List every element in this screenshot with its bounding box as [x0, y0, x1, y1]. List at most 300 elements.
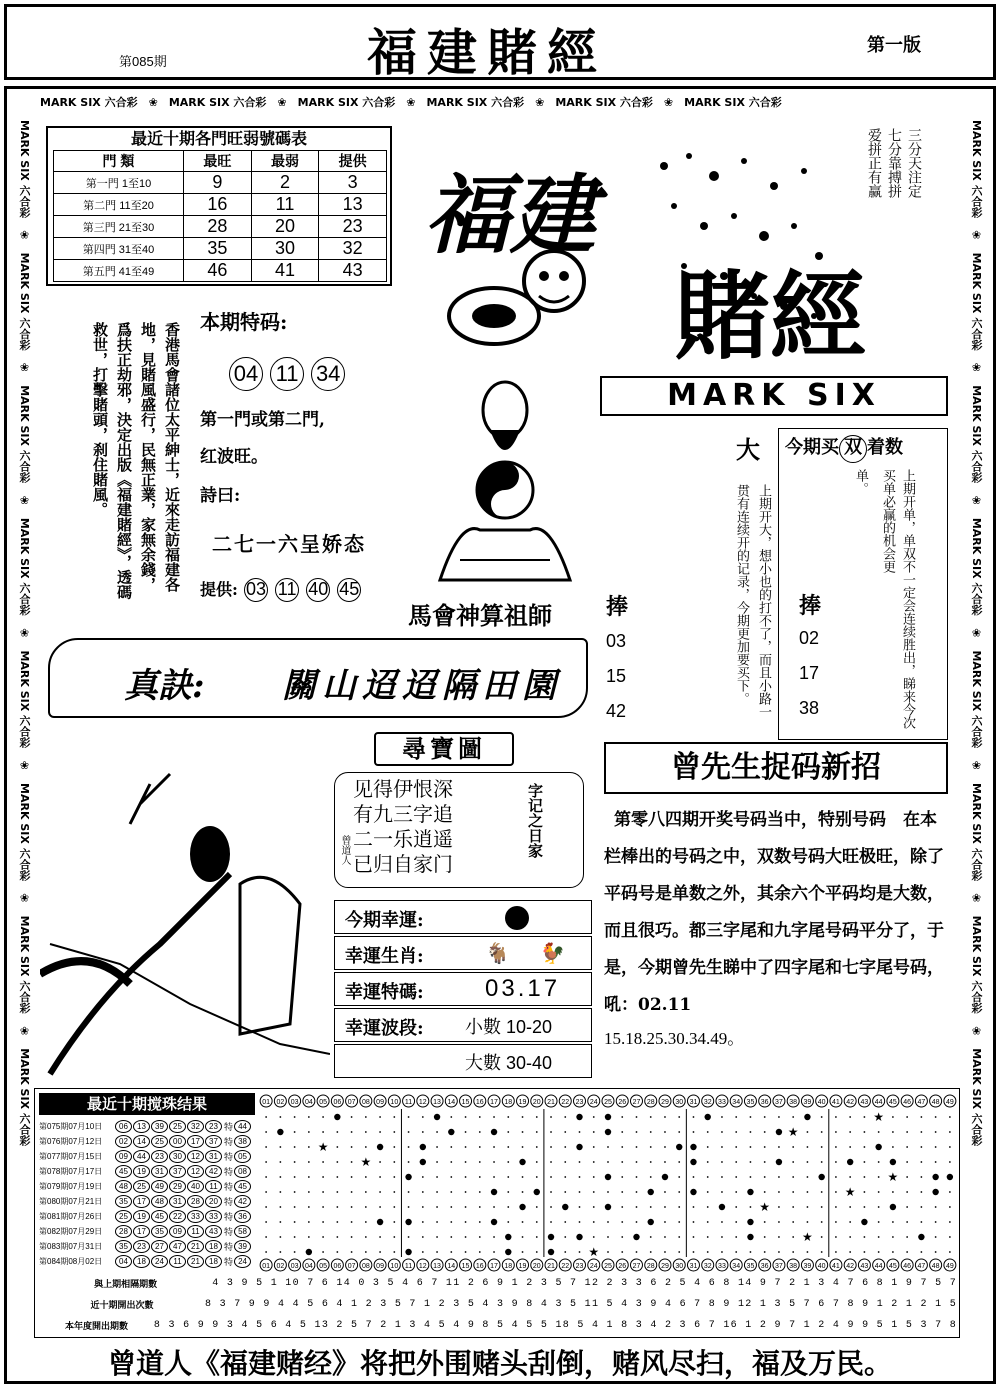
grid-dot — [294, 1161, 296, 1163]
result-ball: 23 — [151, 1150, 168, 1163]
treasure-line: 有九三字追 — [353, 802, 453, 826]
stats-label: 與上期相隔期數 — [94, 1280, 158, 1290]
grid-dot — [693, 1236, 695, 1238]
grid-dot — [906, 1131, 908, 1133]
grid-dot — [750, 1206, 752, 1208]
grid-footer-num: 47 — [917, 1263, 926, 1270]
grid-footer-num: 22 — [561, 1263, 570, 1270]
grid-dot — [493, 1206, 495, 1208]
grid-dot — [864, 1161, 866, 1163]
grid-header-num: 10 — [390, 1099, 399, 1106]
grid-dot — [507, 1146, 509, 1148]
treasure-title: 尋寶圖 — [402, 734, 486, 763]
grid-dot — [750, 1161, 752, 1163]
grid-dot — [906, 1206, 908, 1208]
grid-ball-dot — [405, 1174, 411, 1180]
grid-dot — [379, 1161, 381, 1163]
result-row — [39, 1224, 259, 1239]
grid-dot — [351, 1191, 353, 1193]
grid-dot — [764, 1146, 766, 1148]
result-ball: 25 — [169, 1120, 186, 1133]
grid-ball-dot — [648, 1219, 654, 1225]
grid-dot — [379, 1176, 381, 1178]
grid-dot — [450, 1251, 452, 1253]
verse-line-3: 爱拼正有赢 — [866, 128, 882, 198]
grid-dot — [906, 1221, 908, 1223]
grid-footer-num: 28 — [646, 1263, 655, 1270]
grid-dot — [522, 1131, 524, 1133]
grid-dot — [436, 1236, 438, 1238]
grid-dot — [621, 1206, 623, 1208]
grid-ball-dot — [676, 1144, 682, 1150]
treasure-lines — [353, 777, 453, 877]
grid-dot — [849, 1236, 851, 1238]
grid-dot — [436, 1131, 438, 1133]
grid-dot — [764, 1161, 766, 1163]
grid-dot — [294, 1206, 296, 1208]
border-text-r8: MARK SIX 六合彩 — [970, 1048, 983, 1146]
grid-dot — [265, 1221, 267, 1223]
result-ball: 45 — [151, 1210, 168, 1223]
grid-dot — [764, 1116, 766, 1118]
grid-dot — [650, 1236, 652, 1238]
treasure-section — [334, 730, 594, 890]
grid-ball-dot — [776, 1159, 782, 1165]
grid-dot — [351, 1146, 353, 1148]
result-ball: 35 — [151, 1225, 168, 1238]
banner-title-1: 福建 — [424, 165, 596, 266]
bet-col2: 上期开大，想小也的打不了，而且小路一贯有连续开的记录，今期更加要买下。 — [734, 484, 771, 718]
grid-dot — [351, 1221, 353, 1223]
grid-footer-num: 18 — [504, 1263, 513, 1270]
grid-header-num: 31 — [689, 1099, 698, 1106]
grid-footer-num: 06 — [333, 1263, 342, 1270]
grid-footer-num: 37 — [775, 1263, 783, 1270]
grid-dot — [636, 1116, 638, 1118]
grid-footer-num: 08 — [361, 1263, 370, 1270]
grid-dot — [493, 1236, 495, 1238]
grid-dot — [636, 1251, 638, 1253]
result-row — [39, 1209, 259, 1224]
grid-dot — [479, 1206, 481, 1208]
grid-dot — [764, 1236, 766, 1238]
result-issue: 第080期07月21日 — [39, 1197, 103, 1206]
border-text-r3: MARK SIX 六合彩 — [970, 385, 983, 483]
grid-dot — [636, 1131, 638, 1133]
grid-dot — [365, 1116, 367, 1118]
grid-header-num: 09 — [376, 1099, 384, 1106]
poem-text: 二七一六呈娇态 — [212, 532, 366, 556]
mascot-figure — [444, 236, 594, 356]
result-row — [39, 1239, 259, 1254]
grid-footer-num: 10 — [390, 1263, 399, 1270]
grid-dot — [906, 1191, 908, 1193]
peng-label-2: 捧 — [799, 593, 822, 619]
grid-dot — [607, 1221, 609, 1223]
grid-dot — [579, 1221, 581, 1223]
mark-six-box — [600, 376, 948, 416]
grid-footer-num: 12 — [418, 1263, 427, 1270]
result-ball: 18 — [205, 1240, 222, 1253]
grid-dot — [322, 1221, 324, 1223]
grid-footer-num: 20 — [532, 1263, 541, 1270]
grid-dot — [279, 1191, 281, 1193]
grid-dot — [607, 1251, 609, 1253]
stats-values: 4 3 9 5 1 10 7 6 14 0 3 5 4 6 7 11 2 6 9 1 2 3 5 7 12 2 3 3 6 2 5 4 6 8 14 9 7 2 1 3 4 7 6 8 1 9 7 5 7 — [212, 1278, 957, 1289]
border-text-r7: MARK SIX 六合彩 — [970, 915, 983, 1014]
result-ball: 11 — [205, 1180, 222, 1193]
grid-dot — [920, 1191, 922, 1193]
banner-title-2: 賭經 — [674, 260, 866, 373]
grid-dot — [507, 1161, 509, 1163]
grid-footer-num: 29 — [661, 1263, 669, 1270]
stats-values: 8 3 6 9 9 3 4 5 6 4 5 13 2 5 7 2 1 3 4 5 4 9 8 5 4 5 5 18 5 4 1 8 3 4 2 3 6 7 16 1 2 9 7 1 2 4 9 9 5 1 5 3 7 8 — [153, 1320, 957, 1331]
special-ball: 34 — [311, 357, 345, 391]
grid-dot — [778, 1116, 780, 1118]
grid-dot — [294, 1251, 296, 1253]
result-ball: 48 — [115, 1180, 132, 1193]
result-ball: 19 — [133, 1165, 150, 1178]
result-special-ball: 36 — [234, 1210, 251, 1223]
result-ball: 12 — [187, 1165, 204, 1178]
gate-range: 1至10 — [121, 177, 152, 190]
grid-dot — [336, 1146, 338, 1148]
grid-footer-num: 30 — [675, 1263, 684, 1270]
grid-header-num: 08 — [361, 1099, 370, 1106]
grid-dot — [906, 1146, 908, 1148]
grid-ball-dot — [491, 1219, 497, 1225]
grid-dot — [664, 1131, 666, 1133]
grid-dot — [322, 1251, 324, 1253]
provide-ball: 45 — [337, 578, 361, 602]
grid-dot — [365, 1221, 367, 1223]
grid-dot — [878, 1161, 880, 1163]
grid-dot — [935, 1236, 937, 1238]
grid-dot — [522, 1221, 524, 1223]
grid-dot — [564, 1176, 566, 1178]
grid-dot — [807, 1131, 809, 1133]
grid-dot — [878, 1221, 880, 1223]
grid-dot — [436, 1176, 438, 1178]
grid-dot — [493, 1116, 495, 1118]
verse-line-2: 七分靠搏拼 — [886, 128, 902, 198]
results-rows — [39, 1119, 259, 1269]
grid-dot — [607, 1191, 609, 1193]
border-text-l6: MARK SIX 六合彩 — [18, 783, 31, 881]
grid-ball-dot — [648, 1189, 654, 1195]
grid-dot — [465, 1116, 467, 1118]
grid-ball-dot — [818, 1174, 824, 1180]
grid-dot — [436, 1161, 438, 1163]
grid-dot — [536, 1161, 538, 1163]
grid-footer-num: 25 — [604, 1263, 612, 1270]
grid-dot — [664, 1161, 666, 1163]
grid-ball-dot — [705, 1114, 711, 1120]
results-box — [34, 1088, 960, 1338]
border-text-2: MARK SIX 六合彩 — [168, 96, 267, 109]
grid-dot — [821, 1116, 823, 1118]
grid-ball-dot — [277, 1129, 283, 1135]
lucky-row-5 — [334, 1044, 592, 1078]
grid-dot — [707, 1176, 709, 1178]
lucky-row-3 — [334, 972, 592, 1006]
grid-dot — [408, 1206, 410, 1208]
grid-dot — [507, 1176, 509, 1178]
grid-dot — [393, 1116, 395, 1118]
grid-dot — [664, 1251, 666, 1253]
result-ball: 20 — [205, 1195, 222, 1208]
grid-dot — [949, 1206, 951, 1208]
secret-box — [48, 638, 588, 718]
result-special-ball: 45 — [234, 1180, 251, 1193]
grid-header-num: 48 — [931, 1099, 940, 1106]
grid-footer-num: 48 — [931, 1263, 940, 1270]
result-ball: 09 — [115, 1150, 132, 1163]
grid-header-num: 49 — [945, 1099, 954, 1106]
grid-footer-num: 39 — [803, 1263, 812, 1270]
result-ball: 37 — [169, 1165, 186, 1178]
result-row — [39, 1134, 259, 1149]
result-ball: 22 — [169, 1210, 186, 1223]
grid-dot — [892, 1221, 894, 1223]
grid-dot — [393, 1221, 395, 1223]
grid-dot — [892, 1236, 894, 1238]
grid-header-num: 19 — [518, 1099, 527, 1106]
god-caption: 馬會神算祖師 — [408, 602, 552, 630]
grid-header-num: 45 — [888, 1099, 897, 1106]
result-issue: 第078期07月17日 — [39, 1167, 103, 1176]
border-text-l8: MARK SIX 六合彩 — [18, 1048, 31, 1146]
grid-dot — [906, 1251, 908, 1253]
grid-dot — [294, 1146, 296, 1148]
grid-dot — [336, 1236, 338, 1238]
result-row — [39, 1254, 259, 1269]
result-ball: 24 — [151, 1255, 168, 1268]
grid-dot — [650, 1206, 652, 1208]
grid-dot — [279, 1146, 281, 1148]
lucky-value: 大數 30-40 — [465, 1053, 553, 1073]
treasure-line: 见得伊恨深 — [353, 777, 453, 801]
grid-dot — [835, 1161, 837, 1163]
grid-dot — [479, 1191, 481, 1193]
grid-ball-dot — [405, 1219, 411, 1225]
grid-dot — [821, 1236, 823, 1238]
grid-dot — [564, 1161, 566, 1163]
grid-dot — [949, 1146, 951, 1148]
grid-dot — [365, 1146, 367, 1148]
grid-dot — [422, 1131, 424, 1133]
special-ball: 04 — [229, 357, 263, 391]
grid-dot — [408, 1191, 410, 1193]
grid-header-num: 30 — [675, 1099, 684, 1106]
grid-dot — [778, 1146, 780, 1148]
result-ball: 23 — [133, 1240, 150, 1253]
grid-dot — [351, 1161, 353, 1163]
grid-dot — [336, 1161, 338, 1163]
grid-dot — [935, 1131, 937, 1133]
result-ball: 02 — [115, 1135, 132, 1148]
grid-dot — [707, 1161, 709, 1163]
result-ball: 12 — [187, 1150, 204, 1163]
peng-num: 42 — [606, 701, 627, 721]
grid-footer-num: 36 — [760, 1263, 769, 1270]
peng-num: 03 — [606, 631, 627, 651]
grid-dot — [408, 1236, 410, 1238]
stats-values: 8 3 7 9 9 4 4 5 6 4 1 2 3 5 7 1 2 3 5 4 3 9 8 4 3 5 11 5 4 3 9 4 6 7 8 9 12 1 3 5 7 6 7 8 9 1 2 1 2 1 5 — [205, 1299, 957, 1310]
grid-dot — [579, 1131, 581, 1133]
grid-dot — [849, 1131, 851, 1133]
grid-ball-dot — [377, 1144, 383, 1150]
grid-dot — [792, 1176, 794, 1178]
result-ball: 17 — [133, 1195, 150, 1208]
grid-dot — [707, 1206, 709, 1208]
result-ball: 00 — [169, 1135, 186, 1148]
result-row — [39, 1149, 259, 1164]
grid-dot — [422, 1221, 424, 1223]
grid-dot — [507, 1116, 509, 1118]
grid-dot — [550, 1176, 552, 1178]
gate-row-1 — [54, 172, 387, 194]
grid-dot — [465, 1236, 467, 1238]
peng-2 — [799, 589, 833, 719]
border-text-l2: MARK SIX 六合彩 — [18, 252, 31, 351]
grid-dot — [308, 1221, 310, 1223]
lucky-label: 幸運生肖: — [345, 946, 424, 967]
intro-text: 香港馬會諸位太平紳士，近來走訪福建各地，見賭風盛行，民無正業，家無余錢，爲扶正劫邪，決定出版《福建賭經》，透碼救世，打擊賭頭，刹住賭風。 — [91, 322, 181, 600]
grid-dot — [864, 1251, 866, 1253]
grid-dot — [322, 1116, 324, 1118]
border-deco-top: MARK SIX 六合彩 ❀ MARK SIX 六合彩 ❀ MARK SIX 六合彩 ❀ MARK SIX 六合彩 ❀ MARK SIX 六合彩 ❀ MARK SIX 六合彩 — [40, 96, 782, 109]
special-title: 本期特码: — [200, 310, 288, 334]
grid-dot — [265, 1251, 267, 1253]
grid-footer-num: 24 — [589, 1263, 598, 1270]
grid-footer-num: 17 — [490, 1263, 498, 1270]
grid-dot — [379, 1251, 381, 1253]
grid-footer-num: 15 — [461, 1263, 470, 1270]
grid-header-num: 01 — [262, 1099, 271, 1106]
grid-dot — [664, 1146, 666, 1148]
grid-dot — [465, 1206, 467, 1208]
grid-special-star: ★ — [887, 1170, 899, 1184]
border-deco-right: MARK SIX 六合彩 ❀ MARK SIX 六合彩 ❀ MARK SIX 六合彩 ❀ MARK SIX 六合彩 ❀ MARK SIX 六合彩 ❀ MARK SIX 六合彩 ❀ MARK SIX 六合彩 ❀ MARK SIX 六合彩 — [970, 120, 983, 1146]
grid-header-num: 12 — [418, 1099, 427, 1106]
grid-dot — [835, 1131, 837, 1133]
results-grid — [259, 1093, 957, 1273]
gate-give: 13 — [319, 194, 387, 216]
grid-dot — [949, 1116, 951, 1118]
grid-dot — [493, 1176, 495, 1178]
grid-dot — [678, 1176, 680, 1178]
grid-dot — [906, 1236, 908, 1238]
grid-special-star: ★ — [588, 1245, 600, 1259]
grid-dot — [750, 1131, 752, 1133]
grid-dot — [821, 1146, 823, 1148]
grid-dot — [678, 1191, 680, 1193]
grid-ball-dot — [519, 1204, 525, 1210]
result-ball: 28 — [115, 1225, 132, 1238]
grid-dot — [949, 1191, 951, 1193]
grid-dot — [892, 1131, 894, 1133]
grid-dot — [465, 1191, 467, 1193]
gate-header-type: 門 類 — [54, 151, 184, 172]
grid-ball-dot — [932, 1189, 938, 1195]
grid-dot — [735, 1236, 737, 1238]
grid-dot — [479, 1236, 481, 1238]
grid-dot — [308, 1236, 310, 1238]
grid-dot — [265, 1146, 267, 1148]
grid-dot — [479, 1221, 481, 1223]
treasure-scroll — [334, 772, 584, 888]
border-text-6: MARK SIX 六合彩 — [684, 96, 782, 109]
grid-header-num: 44 — [874, 1099, 883, 1106]
grid-dot — [365, 1191, 367, 1193]
grid-dot — [579, 1161, 581, 1163]
grid-dot — [621, 1191, 623, 1193]
grid-dot — [550, 1221, 552, 1223]
result-ball: 31 — [169, 1195, 186, 1208]
special-ball: 11 — [270, 357, 304, 391]
grid-dot — [778, 1191, 780, 1193]
grid-dot — [707, 1191, 709, 1193]
grid-dot — [835, 1221, 837, 1223]
special-line-1: 第一門或第二門, — [200, 410, 325, 430]
poem-label: 詩曰: — [200, 486, 241, 506]
grid-dot — [536, 1146, 538, 1148]
gate-min: 20 — [251, 216, 319, 238]
grid-dot — [821, 1251, 823, 1253]
grid-header-num: 02 — [276, 1099, 285, 1106]
grid-dot — [764, 1131, 766, 1133]
grid-ball-dot — [548, 1249, 554, 1255]
header-frame — [4, 4, 996, 80]
grid-footer-num: 04 — [304, 1263, 313, 1270]
result-ball: 25 — [115, 1210, 132, 1223]
grid-dot — [849, 1146, 851, 1148]
border-text-1: MARK SIX 六合彩 — [40, 96, 138, 109]
provide-row — [200, 577, 400, 602]
grid-ball-dot — [918, 1234, 924, 1240]
grid-dot — [308, 1131, 310, 1133]
grid-header-num: 40 — [817, 1099, 826, 1106]
gate-range: 31至40 — [118, 243, 155, 256]
zeng-text: 第零八四期开奖号码当中，特别号码 在本栏棒出的号码之中，双数号码大旺极旺，除了平码号是单数之外，其余六个平码均是大数，而且很巧。都三字尾和九字尾号码平分了，于是，今期曾先生睇中了四字尾和七字尾号码，吼：02.11 — [604, 810, 944, 1015]
verse-line-1: 三分天注定 — [906, 128, 922, 198]
grid-dot — [507, 1206, 509, 1208]
grid-ball-dot — [420, 1159, 426, 1165]
grid-dot — [507, 1221, 509, 1223]
result-special-ball: 39 — [234, 1240, 251, 1253]
grid-dot — [593, 1236, 595, 1238]
gate-max: 28 — [184, 216, 252, 238]
lucky-section — [334, 900, 594, 1080]
results-title-bar — [39, 1093, 255, 1115]
grid-ball-dot — [306, 1249, 312, 1255]
grid-dot — [750, 1116, 752, 1118]
grid-dot — [322, 1131, 324, 1133]
grid-dot — [422, 1236, 424, 1238]
result-special-ball: 24 — [234, 1255, 251, 1268]
grid-dot — [408, 1116, 410, 1118]
grid-ball-dot — [548, 1234, 554, 1240]
result-ball: 48 — [151, 1195, 168, 1208]
result-issue: 第077期07月15日 — [39, 1152, 103, 1161]
grid-footer-num: 44 — [874, 1263, 883, 1270]
grid-ball-dot — [434, 1114, 440, 1120]
gate-range: 41至49 — [118, 265, 155, 278]
grid-dot — [807, 1176, 809, 1178]
grid-dot — [864, 1206, 866, 1208]
border-text-l3: MARK SIX 六合彩 — [18, 385, 31, 483]
